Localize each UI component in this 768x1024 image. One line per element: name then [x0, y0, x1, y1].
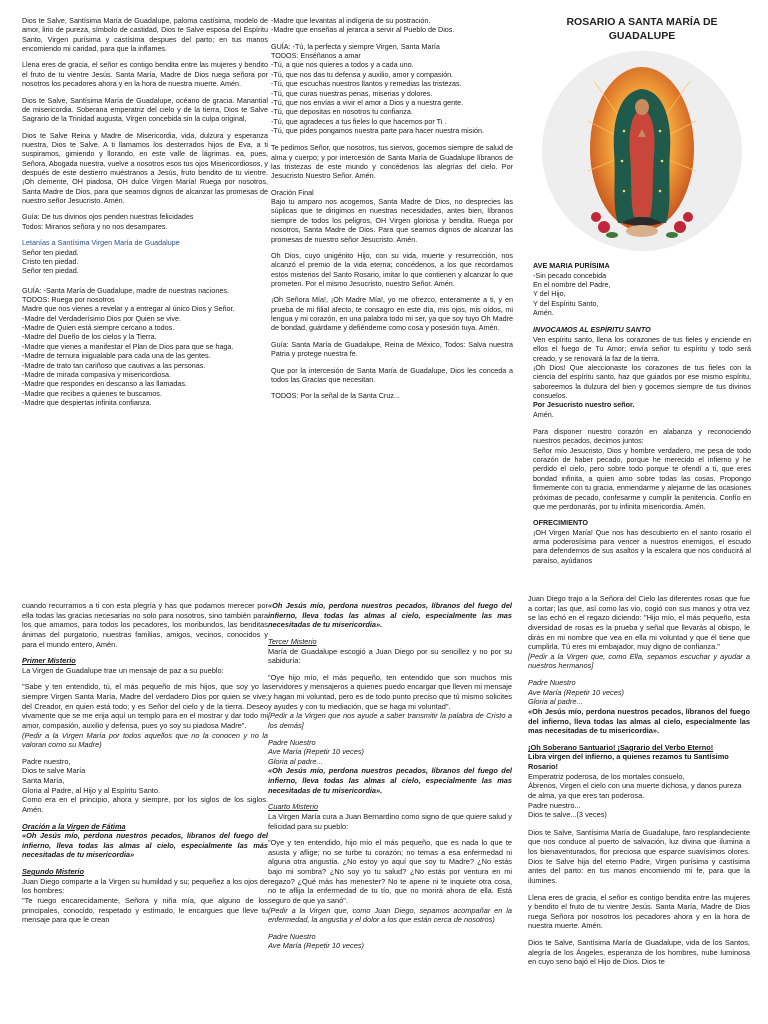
- list-item: -Tú, a que nos quieres a todos y a cada uno.: [271, 60, 414, 70]
- todos-line: TODOS: Ruega por nosotros: [22, 294, 115, 304]
- text-line: Ave María (Repetir 10 veces): [268, 747, 364, 757]
- text-line: -Sin pecado concebida: [533, 270, 607, 280]
- text-line: Dios te salve...(3 veces): [528, 810, 607, 820]
- paragraph: ¡OH Virgen María! Que nos has descubierto en el santo rosario el arma poderosísima para vencer a nuestros enemigos, el escudo para defendernos de sus asaltos y la escalera que nos conducirá al paraíso, ayúdanos: [533, 527, 751, 565]
- section-heading: AVE MARIA PURÍSIMA: [533, 261, 610, 271]
- column-bottom-middle: [268, 601, 512, 951]
- paragraph: Juan Diego trajo a la Señora del Cielo las diferentes rosas que fue a cortar; las que, así como las vio, cogió con sus manos y otra vez se las echó en el regazo diciendo: "Hijo mío, el más pequeño, esta diversidad de rosas es la prueba y señal que llevarás al obispo, le dirás en mi nombre que vea en ella mi voluntad y que él tiene que cumplirla. Tú eres mi embajador, muy digno de confianza.": [528, 594, 750, 652]
- virgin-of-guadalupe-icon: [542, 51, 742, 251]
- paragraph: ¡Oh Dios! Que aleccionaste los corazones de tus fieles con la ciencia del espíritu santo, haz que guiados por ese mismo espíritu, saboreemos la dulzura del bien y gocemos siempre de tus divinos consuelos.: [533, 362, 751, 400]
- column-top-right: [533, 16, 751, 572]
- paragraph: Juan Diego comparte a la Virgen su humildad y su; pequeñez a los ojos de los hombres:: [22, 876, 268, 896]
- text-line: Padre Nuestro: [268, 931, 316, 941]
- mystery-heading: Segundo Misterio: [22, 867, 85, 876]
- prayer-heading: Oración a la Virgen de Fátima: [22, 821, 126, 831]
- petition: (Pedir a la Virgen que, como Juan Diego, sepamos acompañar en la enfermedad, la angustia y el dolor a los que están cerca de nosotros): [268, 905, 512, 925]
- mystery-heading: Cuarto Misterio: [268, 802, 319, 812]
- list-item: -Madre del Verdaderísimo Dios por Quien se vive.: [22, 313, 181, 323]
- quote: "Oye y ten entendido, hijo mío el más pequeño, que es nada lo que te asusta y aflige; no se turbe tu corazón; no temas a esa enfermedad ni alguna otra angustia. ¿No estoy yo aquí que soy tu Madre? ¿No estás bajo mi sombra? ¿No soy yo tu salud? ¿No estás por ventura en mi regazo? ¿Qué más has menester? No te apene ni te inquiete otra cosa, no te aflija la enfermedad de tu tío, que no morirá ahora de ella. Está seguro de que ya sanó".: [268, 838, 512, 905]
- paragraph: Ven espíritu santo, llena los corazones de tus fieles y enciende en ellos el fuego de Tu Amor; envía señor tu espíritu y todo será creado, y se renovará la faz de la tierra.: [533, 334, 751, 363]
- paragraph: Llena eres de gracia, el señor es contigo bendita entre las mujeres y bendito el fruto de tu vientre Jesús. Santa María, Madre de Dios ruega señora por nosotros los pecadores ahora y en la hora de nuestra muerte. Amén.: [22, 60, 268, 89]
- list-item: -Madre que recibes a quienes te buscamos.: [22, 388, 162, 398]
- text-line: Padre Nuestro: [528, 678, 576, 687]
- paragraph: Dios te Salve, Santísima María de Guadalupe, paloma castísima, modelo de amor, lirio de pureza, símbolo de castidad, Dios te Salve esposa del Espíritu Santo, Virgen purísima y castísima despues del parto; en tus manos encomiendo mi caridad, para que la inflames.: [22, 16, 268, 54]
- litany-line: Señor ten piedad.: [22, 247, 79, 257]
- guia-line: GUÍA: -Tú, la perfecta y siempre Virgen, Santa María: [271, 41, 440, 51]
- paragraph: Dios te Salve Reina y Madre de Misericordia, vida, dulzura y esperanza nuestra, Dios te Salve. A ti llamamos los desterrados hijos de Eva, a ti suspiramos, gimiendo y llorando, en este valle de lágrimas. ea, pues, Señora, Abogada nuestra, vuelve a nosotros esos tus ojos Misericordiosos, y después de este destierro muéstranos a Jesús, fruto bendito de tu vientre. ¡Oh clemente, OH piadosa, OH dulce Virgen María! Ruega por nosotros, Santa Madre de Dios, para que seamos dignos de alcanzar las promesas de nuestro señor Jesucristo. Amén.: [22, 130, 268, 206]
- mystery-heading: Primer Misterio: [22, 656, 76, 666]
- list-item: -Madre del Dueño de los cielos y la Tierra.: [22, 332, 157, 342]
- quote: "Te ruego encarecidamente, Señora y niña mía, que alguno de los principales, conocido, respetado y estimado, le encargues que lleve tu mensaje para que le crean: [22, 895, 268, 925]
- text-line: Como era en el principio, ahora y siempre, por los siglos de los siglos. Amén.: [22, 795, 268, 814]
- column-top-left: [22, 16, 268, 407]
- todos-line: TODOS: Enséñanos a amar: [271, 51, 361, 61]
- text-line: Gloria al padre...: [268, 756, 323, 766]
- column-bottom-right: [528, 594, 750, 974]
- column-top-middle: [271, 16, 513, 408]
- petition: [Pedir a la Virgen que nos ayude a saber transmitir la palabra de Cristo a los demás]: [268, 711, 512, 730]
- litany-line: Cristo ten piedad.: [22, 256, 79, 266]
- quote: "Sabe y ten entendido, tú, el más pequeño de mis hijos, que soy yo la siempre Virgen Santa María, Madre del verdadero Dios por quien se vive; del Creador, en quien está todo; y es Señor del cielo y de la tierra. Deseo vivamente que se me erija aquí un templo para en el mostrar y dar todo mi amor, compasión, auxilio y defensa, pues yo soy su piadosa Madre".: [22, 682, 268, 730]
- text-line: Amén.: [533, 409, 554, 419]
- page-title: ROSARIO A SANTA MARÍA DE GUADALUPE: [566, 16, 718, 42]
- fatima-prayer: «Oh Jesús mío, perdona nuestros pecados, líbranos del fuego del infierno, lleva todas las almas al cielo, especialmente las mas necesitadas de tu misericordia».: [528, 706, 750, 736]
- text-line: En el nombre del Padre,: [533, 280, 611, 289]
- petition: (Pedir a la Virgen María por todos aquellos que no la conocen y no la valoran como su Madre): [22, 730, 268, 750]
- text-line: Gloria al padre...: [528, 697, 583, 707]
- guia-line: Guía: De tus divinos ojos penden nuestras felicidades: [22, 212, 194, 222]
- text-line: Amén.: [533, 308, 554, 318]
- text-line: Padre Nuestro: [268, 737, 316, 747]
- list-item: -Madre que vienes a manifestar el Plan de Dios para que se haga.: [22, 341, 234, 351]
- list-item: -Madre de Quien está siempre cercano a todos.: [22, 323, 175, 333]
- paragraph: Dios te Salve, Santísima María de Guadalupe, vida de los Santos, alegría de los Ángeles, esperanza de los hombres, nube luminosa en cuyo seno bajó el Hijo de Dios. Dios te: [528, 938, 750, 967]
- virgin-of-guadalupe-image: [542, 51, 742, 251]
- paragraph: Llena eres de gracia, el señor es contigo bendita entre las mujeres y bendito el fruto de tu vientre Jesús. Santa María, Madre de Dios ruega Señora por nosotros los pecadores ahora y en la hora de nuestra muerte. Amén.: [528, 892, 750, 931]
- paragraph: cuando recurramos a ti con esta plegría y has que podamos merecer por ella todas las gracias necesarias no solo para nosotros, sino también para los que amamos, para todos los pecadores, los moribundos, las benditas ánimas del purgatorio, nuestras familias, amigos, vecinos, conocidos y para el mundo entero, Amén.: [22, 601, 268, 649]
- fatima-prayer: «Oh Jesús mío, perdona nuestros pecados, líbranos del fuego del infierno, lleva todas las almas al cielo, especialmente las más necesitadas de tu misericordia»: [22, 831, 268, 860]
- text-line: Y del Espíritu Santo,: [533, 298, 599, 308]
- petition: [Pedir a la Virgen que, como Ella, sepamos escuchar y ayudar a nuestros hermanos]: [528, 651, 750, 671]
- text-line: Ábrenos, Virgen el cielo con una muerte dichosa, y danos pureza de alma, ya que eres tan poderosa.: [528, 781, 742, 800]
- list-item: -Madre de mirada compasiva y misericordiosa.: [22, 369, 171, 379]
- text-line: Ave María (Repetir 10 veces): [528, 687, 624, 697]
- column-bottom-left: [22, 601, 268, 932]
- section-heading: ¡Oh Soberano Santuario! ¡Sagrario del Verbo Eterno!: [528, 742, 714, 752]
- list-item: -Tú, que escuchas nuestros llantos y remedias las tristezas.: [271, 79, 462, 89]
- list-item: -Tú, que nos das tu defensa y auxilio, amor y compasión.: [271, 69, 454, 79]
- list-item: -Madre que respondes en descanso a las llamadas.: [22, 379, 188, 389]
- paragraph: Para disponer nuestro corazón en alabanza y reconociendo nuestros pecados, decimos juntos:: [533, 427, 751, 446]
- paragraph: Dios te Salve, Santísima María de Guadalupe, océano de gracia. Manantial de misericordia. Soberana emperatriz del cielo y de la tierra, Dios te Salve Sagrario de la Trinidad augusta, Virgen concebida sin la culpa original,: [22, 95, 268, 124]
- text-line: Por Jesucristo nuestro señor.: [533, 400, 635, 410]
- fatima-prayer: «Oh Jesús mío, perdona nuestros pecados, líbranos del fuego del infierno, lleva todas las almas al cielo, especialmente las mas necesitadas de tu misericordia».: [268, 766, 512, 795]
- litany-line: Señor ten piedad.: [22, 266, 79, 276]
- text-line: Santa María,: [22, 776, 65, 785]
- fatima-prayer: «Oh Jesús mío, perdona nuestros pecados, líbranos del fuego del infierno, lleva todas las almas al cielo, especialmente las mas necesitadas de tu misericordia».: [268, 601, 512, 630]
- text-line: Libra virgen del infierno, a quienes rezamos tu Santísimo Rosario!: [528, 752, 729, 771]
- text-line: Padre nuestro...: [528, 800, 581, 810]
- mystery-heading: Tercer Misterio: [268, 636, 317, 646]
- list-item: -Madre que enseñas al jerarca a servir al Pueblo de Dios.: [271, 25, 455, 35]
- paragraph: María de Guadalupe escogió a Juan Diego por su sencillez y no por su sabiduría:: [268, 646, 512, 666]
- paragraph: Que por la intercesión de Santa María de Guadalupe, Dios les conceda a todos las Gracias que necesitan.: [271, 365, 513, 384]
- text-line: Emperatriz poderosa, de los mortales consuelo,: [528, 771, 685, 781]
- text-line: Gloria al Padre, al Hijo y al Espíritu Santo.: [22, 785, 161, 795]
- paragraph: La Virgen de Guadalupe trae un mensaje de paz a su pueblo:: [22, 665, 224, 675]
- text-line: Ave María (Repetir 10 veces): [268, 941, 364, 951]
- text-line: Y del Hijo,: [533, 289, 566, 299]
- paragraph: Dios te Salve, Santísima María de Guadalupe, faro resplandeciente que nos conduce al puerto de salvación, luz divina que ilumina a los bienaventurados, flor preciosa que esparce suavísimos olores. Dios te Salve hija del eterno Padre, Virgen purísima y castísima antes del parto: en tus manos encomiendo mi fe, para que la ilumines.: [528, 827, 750, 885]
- list-item: -Madre de trato tan cariñoso que cautivas a las personas.: [22, 360, 206, 370]
- text-line: Padre nuestro,: [22, 756, 71, 766]
- oracion-final-heading: Oración Final: [271, 187, 314, 197]
- litany-heading: Letanías a Santísima Virgen María de Guadalupe: [22, 238, 180, 248]
- section-heading: INVOCAMOS AL ESPÍRITU SANTO: [533, 325, 651, 335]
- paragraph: Te pedimos Señor, que nosotros, tus siervos, gocemos siempre de salud de alma y cuerpo; y por intercesión de Santa María de Guadalupe líbranos de las tristezas de este mundo y concédenos las alegrías del cielo. Por Jesucristo Nuestro Señor. Amén.: [271, 143, 513, 181]
- paragraph: ¡Oh Señora Mía!, ¡Oh Madre Mía!, yo me ofrezco, enteramente a ti, y en prueba de mi filial afecto, te consagro en este día, mis ojos, mis oídos, mi lengua y mi corazón, en una palabra todo mi ser, ya que soy tuyo Oh Madre de bondad, guárdame y defiéndeme como cosa y posesión tuya. Amén.: [271, 295, 513, 333]
- list-item: -Tú, que pides pongamos nuestra parte para hacer nuestra misión.: [271, 125, 484, 135]
- list-item: -Madre de ternura inigualable para cada una de las gentes.: [22, 351, 211, 361]
- list-item: -Tú, que depositas en nosotros tu confianza.: [271, 107, 413, 117]
- paragraph: Guía: Santa María de Guadalupe, Reina de México, Todos: Salva nuestra Patria y protege nuestra fe.: [271, 339, 513, 359]
- paragraph: Bajo tu amparo nos acogemos, Santa Madre de Dios, no desprecies las súplicas que te dirigimos en nuestras necesidades, antes bien, líbranos siempre de todos los peligros, OH Virgen gloriosa y bendita. Ruega por nosotros, Santa Madre de Dios. Para que seamos dignos de alcanzar las promesas de nuestro señor Jesucristo. Amén.: [271, 197, 513, 244]
- list-item: -Madre que despiertas infinita confianza.: [22, 397, 152, 407]
- todos-line: Todos: Miranos señora y no nos desampares.: [22, 221, 168, 231]
- paragraph: La Virgen María cura a Juan Bernardino como signo de que quiere salud y felicidad para su pueblo:: [268, 811, 512, 831]
- quote: "Oye hijo mío, el más pequeño, ten entendido que son muchos mis servidores y mensajeros a quienes puedo encargar que lleven mi mensaje y hagan mi voluntad, pero es de todo punto preciso que tú mismo solicites y ayudes y con tu mediación, que se haga mi voluntad".: [268, 672, 512, 711]
- paragraph: Señor mío Jesucristo, Dios y hombre verdadero, me pesa de todo corazón de haber pecado, porque he merecido el infierno y he perdido el cielo, pero sobre todo porque te ofendí a ti, que eres bondad infinita, a quien amo sobre todas las cosas. Propongo firmemente con tu gracia, enmendarme y alejarme de las ocasiones próximas de pecado, confesarme y cumplir la penitencia. Confío en que me perdonarás, por tu infinita misericordia. Amén.: [533, 445, 751, 511]
- paragraph: Oh Dios, cuyo unigénito Hijo, con su vida, muerte y resurrección, nos alcanzó el premio de la vida eterna; concédenos, a los que recordamos estos misterios del Santo Rosario, imitar lo que contienen y alcanzar lo que prometen. Por el mismo Jesucristo, nuestro Señor. Amén.: [271, 250, 513, 288]
- list-item: -Tú, que curas nuestras penas, miserias y dolores.: [271, 88, 433, 98]
- list-item: -Madre que levantas al indígena de su postración.: [271, 16, 431, 25]
- text-line: Dios te salve María: [22, 766, 86, 776]
- paragraph: TODOS: Por la señal de la Santa Cruz...: [271, 391, 400, 401]
- list-item: Madre que nos vienes a revelar y a entregar al único Dios y Señor.: [22, 304, 235, 314]
- list-item: -Tú, que nos envías a vivir el amor a Dios y a nuestra gente.: [271, 97, 464, 107]
- guia-line: GUÍA: -Santa María de Guadalupe, madre de nuestras naciones.: [22, 285, 229, 295]
- section-heading: OFRECIMIENTO: [533, 518, 588, 528]
- list-item: -Tú, que agradeces a tus fieles lo que hacemos por Ti .: [271, 116, 447, 126]
